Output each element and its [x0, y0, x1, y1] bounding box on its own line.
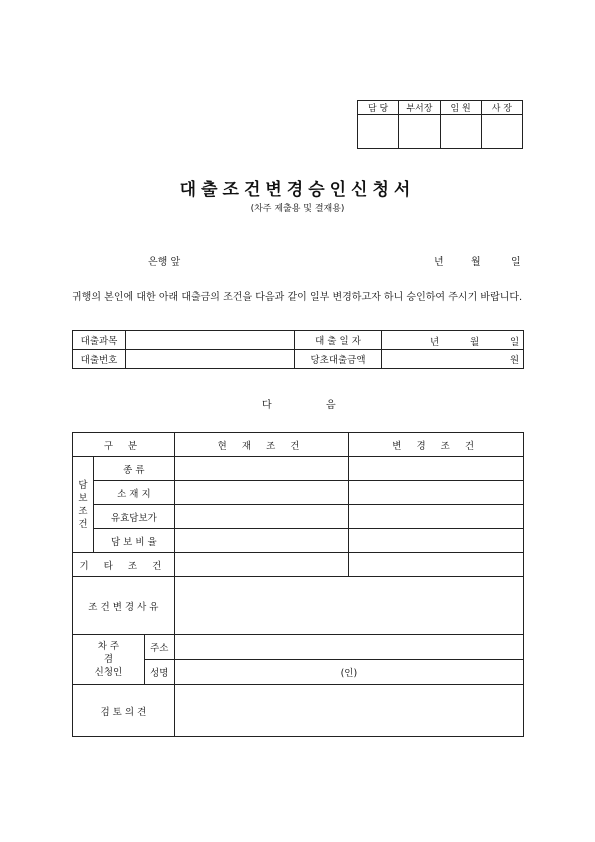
approval-stamp-staff[interactable]: [358, 115, 399, 149]
loan-info-table: [72, 330, 524, 369]
approval-stamp-executive[interactable]: [440, 115, 481, 149]
review-opinion-field[interactable]: [174, 685, 523, 737]
other-conditions-current[interactable]: [174, 553, 349, 577]
approval-stamp-dept-head[interactable]: [399, 115, 440, 149]
collateral-type-changed[interactable]: [349, 457, 524, 481]
collateral-value-current[interactable]: [174, 505, 349, 529]
collateral-char-1: 담: [78, 479, 88, 491]
collateral-location-current[interactable]: [174, 481, 349, 505]
header-changed-condition: 변 경 조 건: [349, 433, 524, 457]
collateral-ratio-label: 담 보 비 율: [93, 529, 174, 553]
collateral-value-label: 유효담보가: [93, 505, 174, 529]
loan-date-field[interactable]: [382, 331, 524, 350]
date-day-label: 일: [511, 257, 521, 268]
header-category: 구 분: [73, 433, 175, 457]
collateral-type-current[interactable]: [174, 457, 349, 481]
collateral-location-changed[interactable]: [349, 481, 524, 505]
applicant-label: [73, 635, 145, 685]
approval-stamp-president[interactable]: [481, 115, 522, 149]
loan-subject-field[interactable]: [126, 331, 295, 350]
initial-amount-field[interactable]: [382, 350, 524, 369]
change-reason-label: 조 건 변 경 사 유: [73, 577, 175, 635]
loan-number-field[interactable]: [126, 350, 295, 369]
collateral-type-label: 종 류: [93, 457, 174, 481]
collateral-value-changed[interactable]: [349, 505, 524, 529]
approval-header-president: 사 장: [481, 101, 522, 115]
address-field[interactable]: [174, 635, 523, 660]
other-conditions-changed[interactable]: [349, 553, 524, 577]
collateral-ratio-current[interactable]: [174, 529, 349, 553]
collateral-condition-label: [73, 457, 94, 553]
approval-header-dept-head: 부서장: [399, 101, 440, 115]
request-paragraph: 귀행의 본인에 대한 아래 대출금의 조건을 다음과 같이 일부 변경하고자 하니 승인하여 주시기 바랍니다.: [72, 292, 523, 303]
name-label: 성명: [144, 660, 174, 685]
approval-header-staff: 담 당: [358, 101, 399, 115]
initial-amount-label: 당초대출금액: [295, 350, 382, 369]
seal-mark: (인): [340, 668, 358, 679]
applicant-line-3: 신청인: [94, 667, 123, 678]
loan-subject-label: 대출과목: [73, 331, 126, 350]
conditions-table: [72, 432, 524, 737]
amount-unit: 원: [509, 355, 519, 366]
other-conditions-label: 기 타 조 건: [73, 553, 175, 577]
address-label: 주소: [144, 635, 174, 660]
applicant-line-2: 겸: [103, 654, 113, 665]
collateral-char-2: 보: [78, 492, 88, 504]
loan-date-label: 대 출 일 자: [295, 331, 382, 350]
collateral-ratio-changed[interactable]: [349, 529, 524, 553]
collateral-char-3: 조: [78, 505, 88, 517]
loan-date-day: 일: [510, 337, 520, 348]
loan-date-year: 년: [430, 337, 440, 348]
review-opinion-label: 검 토 의 견: [73, 685, 175, 737]
applicant-line-1: 차 주: [97, 641, 120, 652]
notice-da: 다: [262, 400, 272, 411]
header-current-condition: 현 재 조 건: [174, 433, 349, 457]
approval-header-executive: 임 원: [440, 101, 481, 115]
document-title: 대출조건변경승인신청서: [179, 180, 416, 200]
change-reason-field[interactable]: [174, 577, 523, 635]
collateral-location-label: 소 재 지: [93, 481, 174, 505]
loan-number-label: 대출번호: [73, 350, 126, 369]
date-month-label: 월: [471, 257, 481, 268]
date-year-label: 년: [434, 257, 444, 268]
notice-eum: 음: [326, 400, 336, 411]
document-subtitle: (차주 제출용 및 결재용): [250, 204, 345, 214]
collateral-char-4: 건: [78, 518, 88, 530]
bank-addressee: 은행 앞: [148, 257, 181, 268]
approval-stamp-box: [357, 100, 523, 149]
loan-date-month: 월: [470, 337, 480, 348]
name-field[interactable]: [174, 660, 523, 685]
